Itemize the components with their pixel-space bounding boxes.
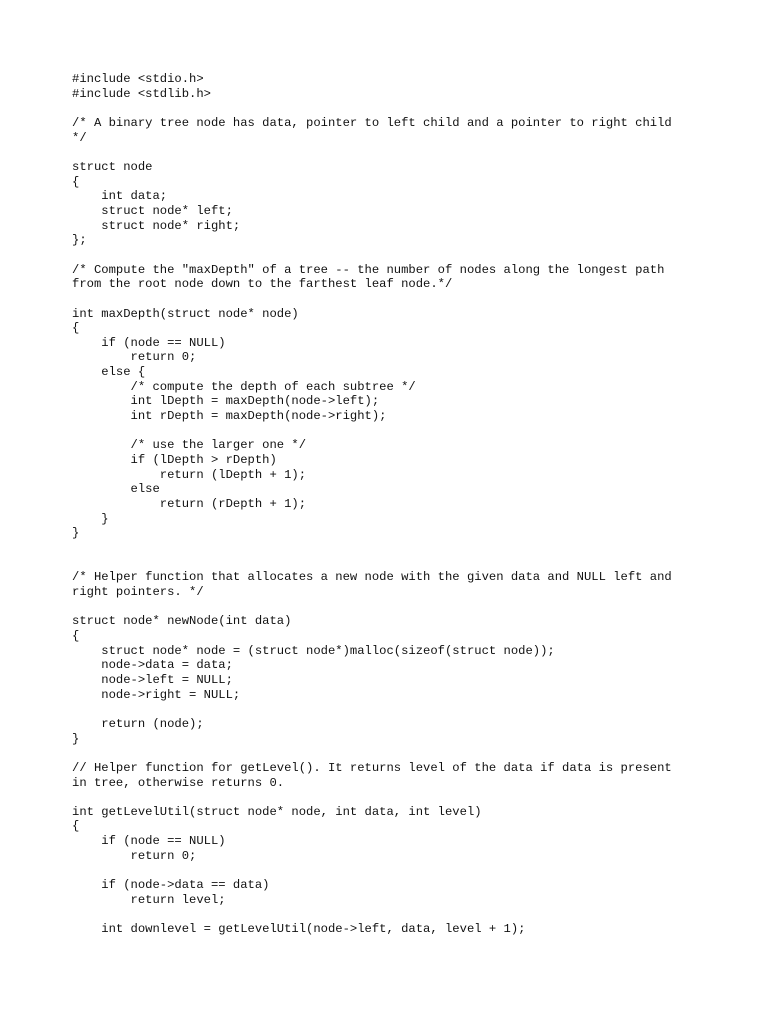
code-line <box>72 292 752 307</box>
code-line <box>72 556 752 571</box>
code-line: if (node == NULL) <box>72 834 226 849</box>
code-line <box>72 790 752 805</box>
code-line: { <box>72 321 80 336</box>
code-line <box>72 907 752 922</box>
code-line: { <box>72 174 80 189</box>
code-line: /* Helper function that allocates a new node with the given data and NULL left and <box>72 570 672 585</box>
code-line: #include <stdlib.h> <box>72 86 211 101</box>
code-line: node->data = data; <box>72 658 233 673</box>
code-line: int maxDepth(struct node* node) <box>72 306 299 321</box>
code-line <box>72 863 752 878</box>
code-line <box>72 541 752 556</box>
code-line <box>72 145 752 160</box>
code-line: node->right = NULL; <box>72 687 241 702</box>
code-line <box>72 248 752 263</box>
code-line: else { <box>72 365 146 380</box>
code-line: in tree, otherwise returns 0. <box>72 775 285 790</box>
code-line: from the root node down to the farthest leaf node.*/ <box>72 277 453 292</box>
code-line: if (node->data == data) <box>72 878 270 893</box>
code-line: if (node == NULL) <box>72 335 226 350</box>
code-line: struct node* node = (struct node*)malloc(sizeof(struct node)); <box>72 643 555 658</box>
code-line: // Helper function for getLevel(). It returns level of the data if data is present <box>72 760 672 775</box>
code-line: struct node* newNode(int data) <box>72 614 292 629</box>
code-listing <box>72 72 752 937</box>
code-line: if (lDepth > rDepth) <box>72 453 277 468</box>
code-line: { <box>72 628 80 643</box>
code-line: struct node <box>72 159 153 174</box>
code-line: { <box>72 819 80 834</box>
code-line: } <box>72 511 109 526</box>
code-line: int getLevelUtil(struct node* node, int data, int level) <box>72 804 482 819</box>
code-line <box>72 424 752 439</box>
code-line: int lDepth = maxDepth(node->left); <box>72 394 380 409</box>
code-line: node->left = NULL; <box>72 672 233 687</box>
code-line: struct node* right; <box>72 218 241 233</box>
code-line: /* Compute the "maxDepth" of a tree -- the number of nodes along the longest path <box>72 262 665 277</box>
code-line: int rDepth = maxDepth(node->right); <box>72 409 387 424</box>
code-line: */ <box>72 130 87 145</box>
code-line <box>72 600 752 615</box>
code-line: /* compute the depth of each subtree */ <box>72 379 416 394</box>
code-line: } <box>72 731 80 746</box>
code-line: return (node); <box>72 716 204 731</box>
code-line: return 0; <box>72 848 197 863</box>
code-line: return 0; <box>72 350 197 365</box>
code-line: return (lDepth + 1); <box>72 467 307 482</box>
code-line: else <box>72 482 160 497</box>
code-line <box>72 101 752 116</box>
code-line: struct node* left; <box>72 203 233 218</box>
code-line <box>72 746 752 761</box>
code-line: int downlevel = getLevelUtil(node->left, data, level + 1); <box>72 922 526 937</box>
code-line: return (rDepth + 1); <box>72 497 307 512</box>
code-line: /* A binary tree node has data, pointer to left child and a pointer to right child <box>72 115 672 130</box>
code-line: /* use the larger one */ <box>72 438 307 453</box>
code-line <box>72 702 752 717</box>
code-line: return level; <box>72 892 226 907</box>
code-line: } <box>72 526 80 541</box>
code-line: #include <stdio.h> <box>72 72 204 86</box>
code-line: right pointers. */ <box>72 584 204 599</box>
code-line: int data; <box>72 189 168 204</box>
code-line: }; <box>72 233 87 248</box>
